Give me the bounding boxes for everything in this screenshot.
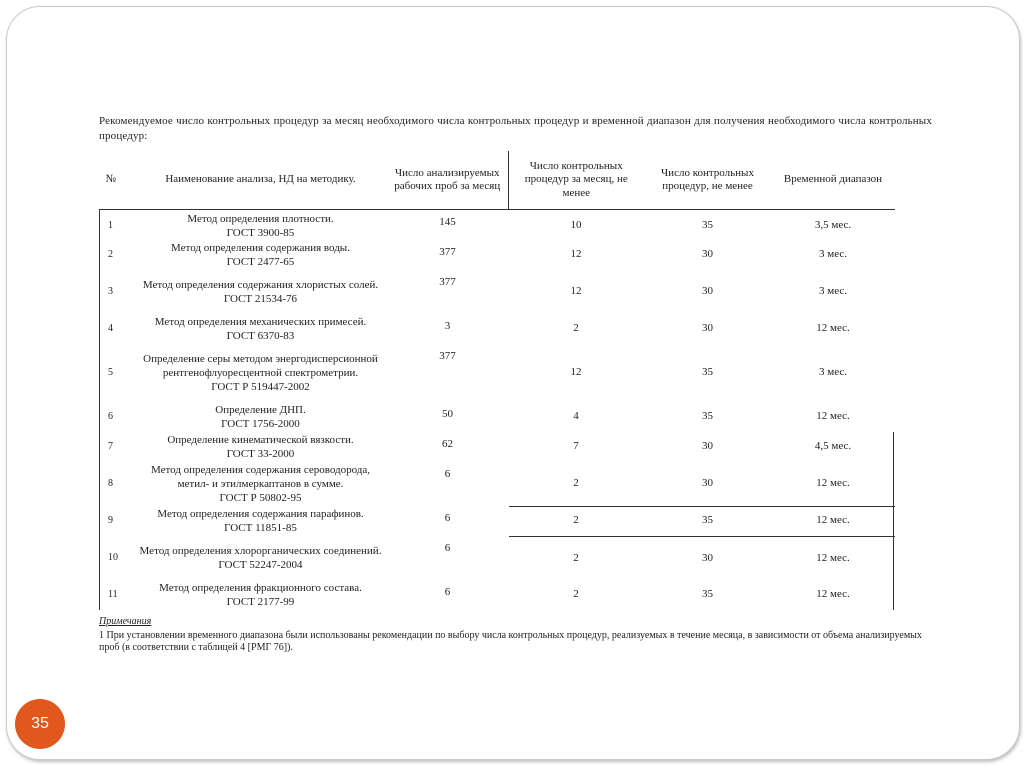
header-samples: Число анализируемых рабочих проб за месяц	[387, 151, 509, 210]
row-analysis-name	[135, 344, 387, 402]
row-procedures-min: 35	[702, 410, 713, 423]
table-row	[100, 402, 895, 432]
notes-block	[99, 616, 932, 654]
table-row	[100, 536, 895, 580]
row-procedures-min: 30	[644, 536, 772, 580]
row-samples: 6	[444, 586, 451, 598]
row-procedures-month: 2	[509, 506, 644, 536]
row-procedures-min: 35	[644, 506, 772, 536]
table-row	[100, 240, 895, 270]
row-analysis-name	[135, 210, 387, 241]
row-analysis-name	[135, 240, 387, 270]
analysis-standard: ГОСТ 3900-85	[226, 227, 295, 239]
row-number: 4	[100, 314, 135, 344]
row-range: 3 мес.	[819, 366, 847, 379]
row-number: 2	[100, 240, 135, 270]
analysis-standard: ГОСТ 52247-2004	[218, 559, 303, 571]
row-number: 9	[100, 506, 135, 536]
row-procedures-month: 2	[573, 322, 579, 335]
row-number: 1	[100, 210, 135, 241]
row-range: 12 мес.	[772, 506, 895, 536]
analysis-method: Метод определения содержания воды.	[171, 242, 350, 254]
row-analysis-name	[135, 536, 387, 580]
row-procedures-min: 30	[702, 322, 713, 335]
analysis-method: Определение ДНП.	[215, 404, 306, 416]
row-samples: 377	[439, 276, 456, 288]
analysis-standard: ГОСТ 2177-99	[226, 596, 295, 608]
row-procedures-min: 30	[702, 248, 713, 261]
table-right-border	[893, 432, 894, 610]
analysis-method: Метод определения хлорорганических соединений.	[139, 545, 382, 557]
row-samples: 6	[444, 542, 451, 554]
notes-title: Примечания	[99, 616, 152, 627]
row-analysis-name	[135, 580, 387, 610]
row-samples: 6	[444, 468, 451, 480]
row-analysis-name	[135, 462, 387, 506]
table-row	[100, 314, 895, 344]
analysis-method: Метод определения фракционного состава.	[159, 582, 362, 594]
row-analysis-name	[135, 314, 387, 344]
row-samples: 3	[444, 320, 451, 332]
notes-text: 1 При установлении временного диапазона были использованы рекомендации по выбору числа контрольных процедур, реализуемых в течение месяца, в зависимости от объема анализируемых проб (в соответствии с таблицей 4 [РМГ 76]).	[99, 630, 922, 653]
header-name: Наименование анализа, НД на методику.	[135, 151, 387, 210]
analysis-standard: ГОСТ 11851-85	[224, 522, 297, 534]
header-num: №	[100, 151, 135, 210]
slide-number-badge: 35	[15, 699, 65, 749]
row-procedures-min: 35	[702, 219, 713, 232]
row-analysis-name	[135, 402, 387, 432]
analysis-standard: ГОСТ Р 50802-95	[219, 492, 302, 504]
row-samples: 377	[439, 246, 456, 258]
row-range: 3 мес.	[819, 285, 847, 298]
analysis-method: Определение кинематической вязкости.	[167, 434, 354, 446]
analysis-standard: ГОСТ Р 519447-2002	[211, 381, 310, 393]
row-range: 4,5 мес.	[814, 440, 852, 453]
analysis-method: Определение серы методом энергодисперсионной рентгенофлуоресцентной спектрометрии.	[143, 353, 378, 379]
row-procedures-month: 12	[570, 248, 582, 261]
table-header-row	[100, 151, 895, 210]
table-row	[100, 506, 895, 536]
row-samples: 377	[439, 350, 456, 362]
row-procedures-month: 2	[509, 536, 644, 580]
table-row	[100, 270, 895, 314]
row-number: 10	[100, 536, 135, 580]
header-procedures-month: Число контрольных процедур за месяц, не менее	[509, 151, 644, 210]
analysis-method: Метод определения содержания хлористых солей.	[142, 279, 379, 291]
row-procedures-min: 30	[702, 477, 713, 489]
row-range: 12 мес.	[816, 410, 850, 423]
row-number: 7	[100, 432, 135, 462]
row-procedures-month: 7	[573, 440, 579, 453]
row-number: 11	[100, 580, 135, 610]
analysis-method: Метод определения механических примесей.	[154, 316, 367, 328]
row-samples: 6	[444, 512, 451, 524]
row-samples: 145	[439, 216, 456, 228]
row-procedures-month: 4	[573, 410, 579, 423]
header-procedures-min: Число контрольных процедур, не менее	[644, 151, 772, 210]
procedures-table	[99, 151, 895, 610]
row-range: 12 мес.	[816, 322, 850, 335]
table-row	[100, 432, 895, 462]
row-procedures-month: 2	[573, 477, 579, 489]
row-number: 5	[100, 344, 135, 402]
row-range: 3,5 мес.	[814, 219, 852, 232]
row-procedures-min: 30	[702, 285, 713, 298]
row-procedures-month: 2	[573, 588, 579, 601]
row-number: 8	[100, 462, 135, 506]
table-row	[100, 210, 895, 241]
row-procedures-min: 30	[702, 440, 713, 453]
table-row	[100, 344, 895, 402]
header-range: Временной диапазон	[772, 151, 895, 210]
row-samples: 50	[442, 408, 453, 420]
table-row	[100, 462, 895, 506]
table-row	[100, 580, 895, 610]
row-analysis-name	[135, 506, 387, 536]
row-procedures-min: 35	[702, 588, 713, 601]
row-range: 3 мес.	[819, 248, 847, 261]
document-heading: Рекомендуемое число контрольных процедур за месяц необходимого числа контрольных процедур и временной диапазон для получения необходимого числа контрольных процедур:	[99, 115, 932, 142]
analysis-standard: ГОСТ 1756-2000	[221, 418, 300, 430]
analysis-standard: ГОСТ 33-2000	[226, 448, 295, 460]
analysis-standard: ГОСТ 21534-76	[223, 293, 298, 305]
row-range: 12 мес.	[772, 536, 895, 580]
analysis-method: Метод определения содержания сероводорода, метил- и этилмеркаптанов в сумме.	[150, 464, 371, 490]
analysis-method: Метод определения содержания парафинов.	[157, 508, 364, 520]
row-procedures-month: 12	[570, 285, 582, 298]
row-number: 3	[100, 270, 135, 314]
row-analysis-name	[135, 432, 387, 462]
row-analysis-name	[135, 270, 387, 314]
analysis-standard: ГОСТ 2477-65	[226, 256, 295, 268]
row-procedures-month: 10	[570, 219, 582, 232]
row-procedures-min: 35	[702, 366, 713, 379]
row-procedures-month: 12	[570, 366, 582, 379]
row-range: 12 мес.	[816, 588, 850, 601]
analysis-standard: ГОСТ 6370-83	[226, 330, 295, 342]
row-samples: 62	[442, 438, 453, 450]
analysis-method: Метод определения плотности.	[187, 213, 334, 225]
row-number: 6	[100, 402, 135, 432]
row-range: 12 мес.	[816, 477, 850, 489]
